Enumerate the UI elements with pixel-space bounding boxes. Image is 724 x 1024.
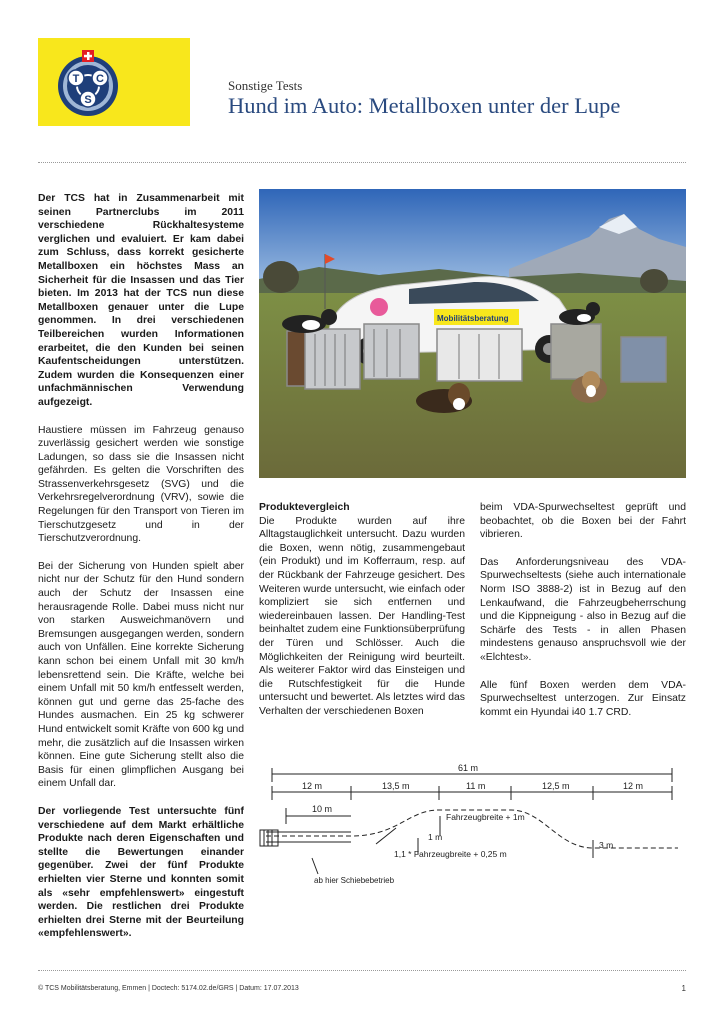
body-paragraph: Haustiere müssen im Fahrzeug genauso zuverlässig gesichert werden wie sonstige Ladungen, so dass sie die Insassen nicht gefährden. Es gelten die Vorschriften des Strassenverkehrsgesetz (SVG) und die Verkehrsregelverordnung (VRV), sowie die Regelungen für den Transport von Tieren im Tierschutzgesetz und in der Tierschutzverordnung. bbox=[38, 424, 244, 545]
diagram-segment-1: 12 m bbox=[302, 781, 323, 791]
footer-divider bbox=[38, 970, 686, 971]
page-title: Hund im Auto: Metallboxen unter der Lupe bbox=[228, 93, 621, 118]
body-paragraph: Das Anforderungsniveau des VDA-Spurwechseltests (siehe auch internationale Norm ISO 3888-2) ist in Bezug auf den Lenkaufwand, die Fahrzeugbeherrschung und die Kippneigung - also in Bezug auf die Schärfe des Tests - in allen Phasen mindestens genauso anspruchsvoll wie der «Elchtest». bbox=[480, 556, 686, 663]
diagram-width-label-1: Fahrzeugbreite + 1m bbox=[446, 812, 525, 822]
van-label: Mobilitätsberatung bbox=[437, 314, 509, 323]
test-photo bbox=[259, 189, 686, 478]
diagram-segment-5: 12 m bbox=[623, 781, 644, 791]
header-divider bbox=[38, 162, 686, 163]
diagram-3m-label: 3 m bbox=[599, 840, 614, 850]
body-paragraph: Alle fünf Boxen werden dem VDA-Spurwechseltest unterzogen. Zur Einsatz kommt ein Hyundai i40 1.7 CRD. bbox=[480, 679, 686, 718]
column-left bbox=[38, 192, 244, 955]
diagram-segment-3: 11 m bbox=[466, 781, 486, 791]
diagram-total-length: 61 m bbox=[458, 763, 479, 773]
diagram-segment-4: 12,5 m bbox=[542, 781, 570, 791]
body-paragraph: Bei der Sicherung von Hunden spielt aber nicht nur der Schutz für den Hund sondern auch der Schutz der Insassen eine herausragende Rolle. Dabei muss nicht nur von starken Ausweichmanövern und Bremsungen ausgegangen werden, sondern auch von Unfällen. Eine korrekte Sicherung kann schon bei einem Unfall mit 30 km/h lebensrettend sein. Die Kräfte, welche bei einem Unfall mit 50 km/h entfesselt werden, können gut und gerne das 25-fache des Hundes ausmachen. Ein 25 kg schwerer Hund entwickelt somit Kräfte von 600 kg und mehr, die zusätzlich auf die Insassen wirken können. Eine gute Sicherung stellt also die Basis für einen glimpflichen Ausgang bei einem Unfall dar. bbox=[38, 560, 244, 790]
body-paragraph: beim VDA-Spurwechseltest geprüft und beobachtet, ob die Boxen bei der Fahrt vibrieren. bbox=[480, 502, 686, 541]
logo-letter-s: S bbox=[84, 94, 92, 106]
tcs-emblem-icon bbox=[52, 48, 124, 118]
logo-letter-c: C bbox=[96, 73, 104, 85]
summary-paragraph: Der vorliegende Test untersuchte fünf verschiedene auf dem Markt erhältliche Produkte nach deren Eigenschaften und stellte die Bewertungen einander gegenüber. Zwei der fünf Produkte erhielten vier Sterne und konnten somit als «sehr empfehlenswert» eingestuft werden. Die restlichen drei Produkte erhielten drei Sterne mit der Beurteilung «empfehlenswert». bbox=[38, 805, 244, 940]
diagram-width-label-2: 1,1 * Fahrzeugbreite + 0,25 m bbox=[394, 849, 507, 859]
diagram-sub-length: 10 m bbox=[312, 804, 333, 814]
column-middle bbox=[259, 501, 465, 733]
intro-paragraph: Der TCS hat in Zusammenarbeit mit seinen Partnerclubs im 2011 verschiedene Rückhaltesysteme verglichen und evaluiert. Er kam dabei zum Schluss, dass korrekt gesicherte Metallboxen ein höchstes Mass an Sicherheit für die Insassen und das Tier bieten. Im 2013 hat der TCS nun diese Metallboxen genauer unter die Lupe genommen. In drei verschiedenen Teilbereichen wurden Informationen erarbeitet, die den Kunden bei seinen Kaufentscheidungen unterstützen. Zudem wurden die Konsequenzen einer unfachmännischen Verwendung aufgezeigt. bbox=[38, 193, 244, 408]
body-paragraph: Die Produkte wurden auf ihre Alltagstauglichkeit untersucht. Dazu wurden die Boxen, wenn nötig, zusammengebaut (ein Produkt) und im Kofferraum, resp. auf der Rückbank der Fahrzeuge gesichert. Des Weiteren wurde untersucht, wie einfach oder kompliziert sie sich entfernen und wiedereinbauen lassen. Der Handling-Test beinhaltet zudem eine Funktionsüberprüfung der Türen und Schlösser. Auch die Möglichkeiten der Reinigung wird beurteilt. Als weiterer Faktor wird das Einsteigen und die Rutschfestigkeit für die Hunde untersucht und bewertet. Als letztes wird das Verhalten der verschiedenen Boxen bbox=[259, 515, 465, 717]
diagram-segment-2: 13,5 m bbox=[382, 781, 410, 791]
page-number: 1 bbox=[681, 984, 686, 993]
logo-letter-t: T bbox=[72, 73, 80, 85]
tcs-logo bbox=[38, 38, 190, 126]
lane-change-diagram bbox=[258, 762, 686, 888]
footer-text: © TCS Mobilitätsberatung, Emmen | Doctech: 5174.02.de/GRS | Datum: 17.07.2013 bbox=[38, 985, 299, 992]
section-subhead: Produktevergleich bbox=[259, 502, 350, 513]
section-kicker: Sonstige Tests bbox=[228, 78, 303, 93]
column-right bbox=[480, 501, 686, 733]
diagram-1m-label: 1 m bbox=[428, 832, 443, 842]
diagram-push-label: ab hier Schiebebetrieb bbox=[314, 876, 395, 885]
